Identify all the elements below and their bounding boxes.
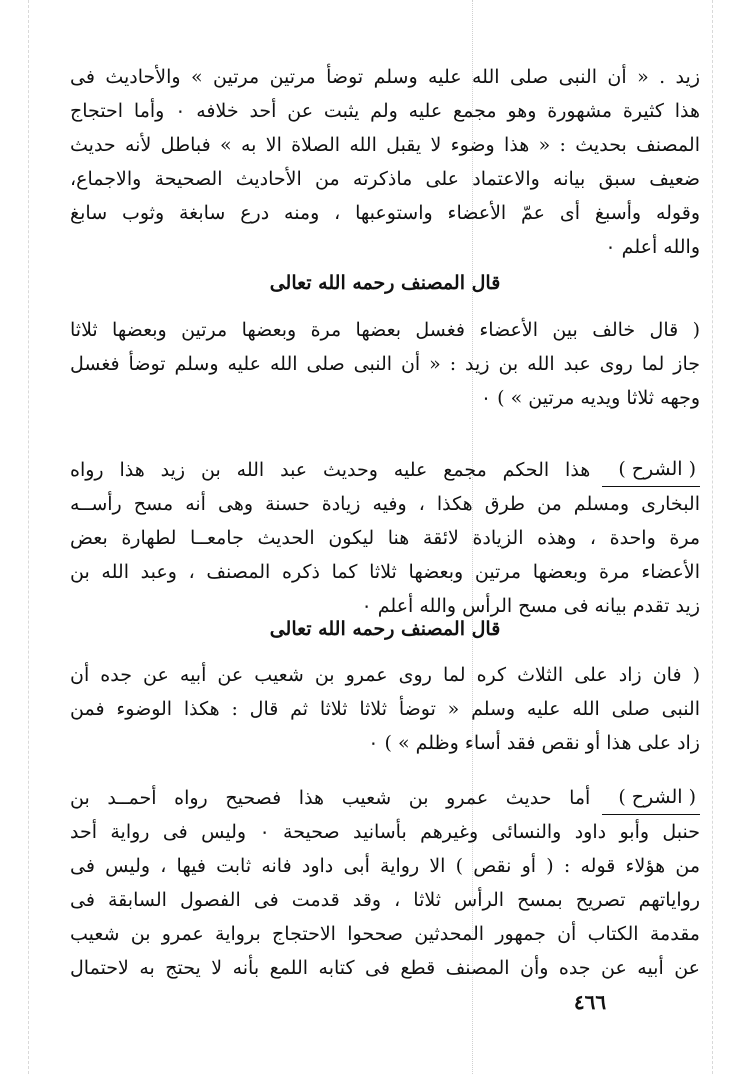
text-line: زيد . « أن النبى صلى الله عليه وسلم توضأ مرتين مرتين » والأحاديث فى	[70, 66, 700, 88]
text-line: مقدمة الكتاب أن جمهور المحدثين صححوا الاحتجاج برواية عمرو بن شعيب	[70, 923, 700, 945]
sharh-first-row	[70, 452, 700, 487]
text-line: النبى صلى الله عليه وسلم « توضأ ثلاثا ثلاثا ثم قال : هكذا الوضوء فمن	[70, 698, 700, 720]
text-line: ضعيف سبق بيانه والاعتماد على ماذكرته من الأحاديث الصحيحة والاجماع،	[70, 168, 700, 190]
text-line: والله أعلم ٠	[605, 236, 700, 258]
text-line: زيد تقدم بيانه فى مسح الرأس والله أعلم ٠	[361, 595, 700, 617]
sharh-first-row	[70, 780, 700, 815]
text-line: جاز لما روى عبد الله بن زيد : « أن النبى صلى الله عليه وسلم توضأ فغسل	[70, 353, 700, 375]
text-line: رواياتهم تصريح بمسح الرأس ثلاثا ، وقد قدمت فى الفصول السابقة فى	[70, 889, 700, 911]
matn-paragraph-1	[70, 313, 700, 415]
text-line: البخارى ومسلم من طرق هكذا ، وفيه زيادة حسنة وهى أنه مسح رأســه	[70, 493, 700, 515]
text-line: زاد على هذا أو نقص فقد أساء وظلم » ) ٠	[368, 732, 700, 754]
scan-artifact-line	[712, 0, 713, 1074]
text-line: هذا كثيرة مشهورة وهو مجمع عليه ولم يثبت عن أحد خلافه ٠ وأما احتجاج	[70, 100, 700, 122]
text-line: وجهه ثلاثا ويديه مرتين » ) ٠	[480, 387, 700, 409]
sharh-label: ( الشرح )	[602, 452, 700, 487]
text-line: وقوله وأسبغ أى عمّ الأعضاء واستوعبها ، ومنه درع سابغة وثوب سابغ	[70, 202, 700, 224]
section-heading-1: قال المصنف رحمه الله تعالى	[269, 272, 501, 294]
text-line: حنبل وأبو داود والنسائى وغيرهم بأسانيد صحيحة ٠ وليس فى رواية أحد	[70, 821, 700, 843]
commentary-paragraph-1	[70, 60, 700, 264]
matn-paragraph-2	[70, 658, 700, 760]
text-line: عن أبيه عن جده وأن المصنف قطع فى كتابه اللمع بأنه لا يحتج به لاحتمال	[70, 957, 700, 979]
text-line: ( قال خالف بين الأعضاء فغسل بعضها مرة وبعضها مرتين وبعضها ثلاثا	[70, 319, 700, 341]
section-heading-2: قال المصنف رحمه الله تعالى	[269, 618, 501, 640]
page-number: ٤٦٦	[573, 990, 607, 1014]
text-line: المصنف بحديث : « هذا وضوء لا يقبل الله الصلاة الا به » فباطل لأنه حديث	[70, 134, 700, 156]
text-line: مرة واحدة ، وهذه الزيادة لائقة هنا ليكون الحديث جامعــا لطهارة بعض	[70, 527, 700, 549]
text-line: ( فان زاد على الثلاث كره لما روى عمرو بن شعيب عن أبيه عن جده أن	[70, 664, 700, 686]
text-line: أما حديث عمرو بن شعيب هذا فصحيح رواه أحمــد بن	[70, 787, 591, 809]
scan-artifact-line	[28, 0, 29, 1074]
text-line: الأعضاء مرة وبعضها مرتين وبعضها ثلاثا كما ذكره المصنف ، وعبد الله بن	[70, 561, 700, 583]
sharh-paragraph-2	[70, 780, 700, 985]
sharh-paragraph-1	[70, 452, 700, 623]
text-line: من هؤلاء قوله : ( أو نقص ) الا رواية أبى داود فانه ثابت فيها ، وليس فى	[70, 855, 700, 877]
text-line: هذا الحكم مجمع عليه وحديث عبد الله بن زيد هذا رواه	[70, 459, 591, 481]
sharh-label: ( الشرح )	[602, 780, 700, 815]
